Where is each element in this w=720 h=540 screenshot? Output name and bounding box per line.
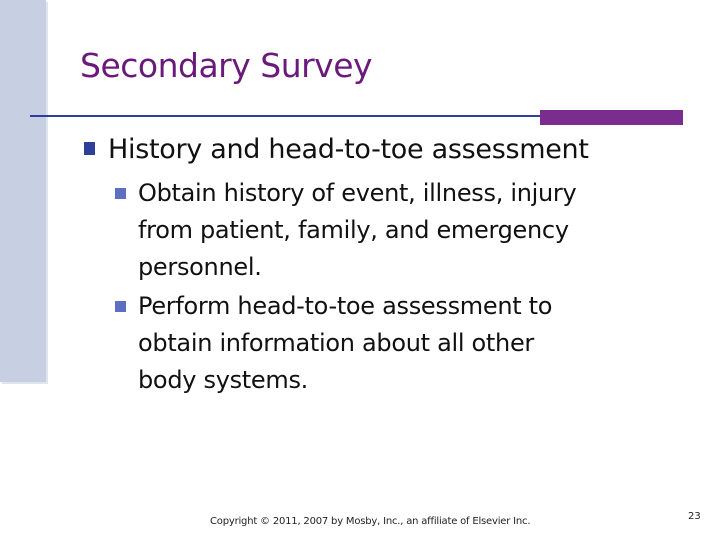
level2-bullet-item <box>115 175 675 286</box>
square-bullet-icon <box>115 301 126 312</box>
left-decorative-bar <box>0 0 46 382</box>
square-bullet-icon <box>115 188 126 199</box>
square-bullet-icon <box>84 142 95 155</box>
level2-bullet-text: Perform head-to-toe assessment to obtain information about all other body systems. <box>138 292 553 394</box>
title-accent-block <box>540 110 683 125</box>
slide-number: 23 <box>688 511 701 522</box>
slide-title: Secondary Survey <box>80 46 373 85</box>
level2-bullet-item <box>115 288 675 399</box>
copyright-footer: Copyright © 2011, 2007 by Mosby, Inc., an affiliate of Elsevier Inc. <box>210 516 531 527</box>
level2-bullet-text: Obtain history of event, illness, injury from patient, family, and emergency personnel. <box>138 179 577 281</box>
level1-bullet-text: History and head-to-toe assessment <box>108 134 589 165</box>
